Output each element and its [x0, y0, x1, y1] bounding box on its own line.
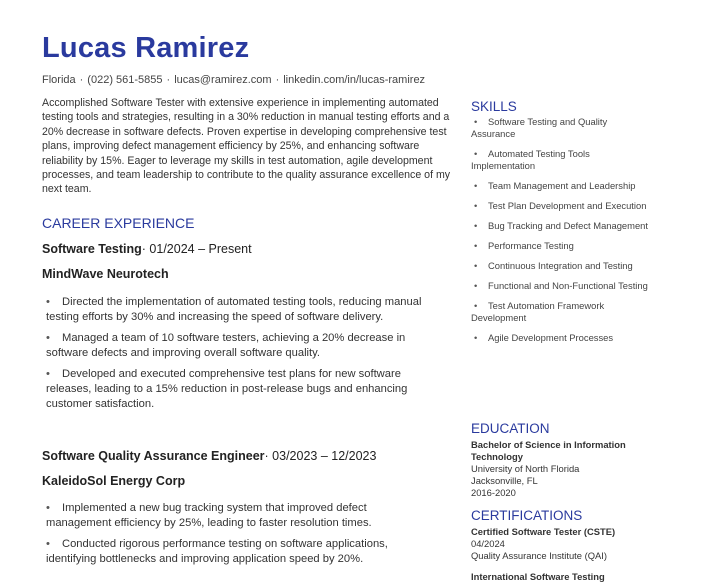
skills-heading: SKILLS — [471, 99, 517, 114]
school-location: Jacksonville, FL — [471, 475, 538, 486]
company-name: KaleidoSol Energy Corp — [42, 474, 186, 488]
company-name: MindWave Neurotech — [42, 267, 169, 281]
skill-item: • Bug Tracking and Defect Management — [474, 220, 648, 231]
job-dates: · 01/2024 – Present — [141, 242, 252, 256]
bullet-dot: • — [46, 538, 50, 551]
cert-issuer: Quality Assurance Institute (QAI) — [471, 550, 607, 561]
certifications-heading: CERTIFICATIONS — [471, 508, 583, 523]
school-years: 2016-2020 — [471, 487, 516, 498]
bullet-item: • Directed the implementation of automated testing tools, reducing manual testing efforts by 30% and increasing the speed of software delivery. — [46, 296, 422, 323]
cert-name: Certified Software Tester (CSTE) — [471, 526, 616, 537]
contact-location: Florida — [42, 74, 76, 86]
skill-item: • Agile Development Processes — [474, 332, 614, 343]
contact-line: Florida · (022) 561-5855 · lucas@ramirez.com · linkedin.com/in/lucas-ramirez — [42, 74, 426, 86]
contact-email[interactable]: lucas@ramirez.com — [174, 74, 272, 86]
contact-linkedin[interactable]: linkedin.com/in/lucas-ramirez — [283, 74, 426, 86]
bullet-item: • Managed a team of 10 software testers, achieving a 20% decrease in software defects and improving overall software quality. — [46, 332, 406, 359]
skill-item: • Team Management and Leadership — [474, 180, 636, 191]
skill-item: • Test Automation Framework Development — [471, 300, 605, 323]
bullet-dot: • — [46, 296, 50, 308]
job-bullets — [42, 295, 432, 418]
job-title-line — [42, 449, 376, 463]
bullet-dot: • — [46, 502, 50, 514]
skill-item: • Functional and Non-Functional Testing — [474, 280, 648, 291]
bullet-dot: • — [46, 368, 50, 381]
bullet-item: • Developed and executed comprehensive test plans for new software releases, leading to a 15% reduction in post-release bugs and enhancing customer satisfaction. — [46, 368, 408, 410]
experience-heading: CAREER EXPERIENCE — [42, 215, 195, 231]
candidate-name: Lucas Ramirez — [42, 32, 250, 64]
cert-date: 04/2024 — [471, 538, 505, 549]
skills-section — [471, 99, 651, 352]
job-bullets — [42, 501, 432, 573]
skills-list — [471, 116, 651, 344]
skill-item: • Continuous Integration and Testing — [474, 260, 633, 271]
contact-phone: (022) 561-5855 — [87, 74, 163, 86]
education-heading: EDUCATION — [471, 421, 550, 436]
bullet-dot: • — [46, 332, 50, 345]
summary-paragraph: Accomplished Software Tester with extensive experience in implementing automated testing tools and strategies, resulting in a 30% reduction in manual testing efforts and a 20% decrease in software defects. Proven expertise in developing comprehensive test plans, improving defect management efficiency by 25%, and enhancing software reliability by 15%. Eager to leverage my skills in test automation, agile development processes, and team leadership to contribute to the quality assurance excellence of my next team. — [42, 97, 451, 196]
certifications-section — [471, 508, 651, 583]
bullet-item: • Implemented a new bug tracking system that improved defect management efficiency by 25%, leading to faster resolution times. — [46, 502, 372, 529]
job-dates: · 03/2023 – 12/2023 — [264, 449, 377, 463]
job-title: Software Testing — [42, 242, 142, 256]
bullet-item: • Conducted rigorous performance testing on software applications, identifying bottlenecks and improving application speed by 20%. — [46, 538, 388, 565]
job-title: Software Quality Assurance Engineer — [42, 449, 265, 463]
job-title-line — [42, 242, 252, 256]
skill-item: • Automated Testing Tools Implementation — [471, 148, 590, 171]
cert-name: International Software Testing — [471, 571, 605, 582]
skill-item: • Software Testing and Quality Assurance — [471, 116, 608, 139]
school: University of North Florida — [471, 463, 580, 474]
skill-item: • Test Plan Development and Execution — [474, 200, 647, 211]
degree: Bachelor of Science in Information Technology — [471, 439, 626, 462]
skill-item: • Performance Testing — [474, 240, 574, 251]
education-section — [471, 421, 651, 499]
